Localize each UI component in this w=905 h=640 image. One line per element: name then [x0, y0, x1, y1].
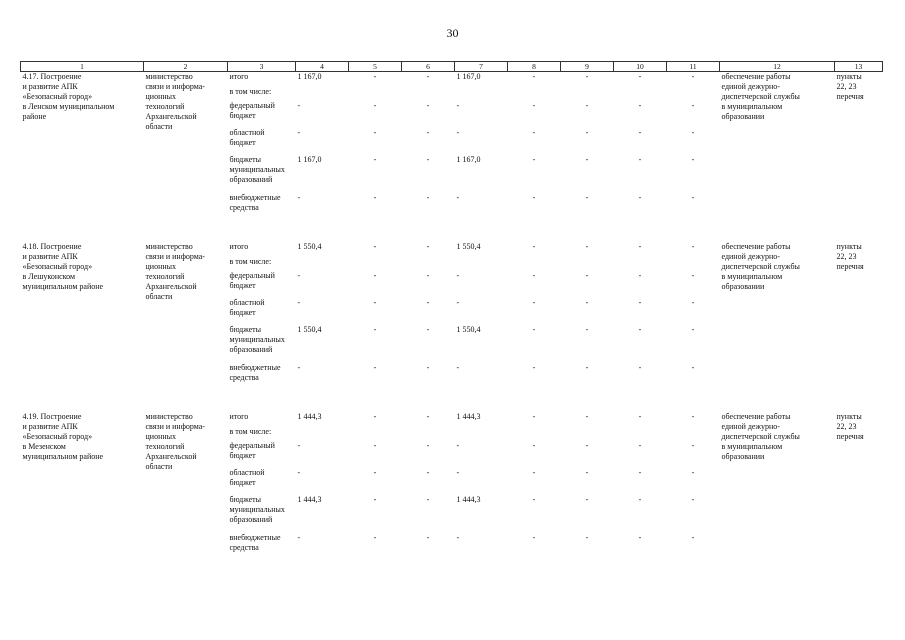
- value-cell: -: [638, 298, 642, 307]
- value-cell: -: [638, 128, 642, 137]
- value-cell: -: [373, 533, 377, 542]
- funding-source-label: бюджеты муниципальных образований: [229, 495, 285, 524]
- value-cell: -: [373, 325, 377, 334]
- funding-source-label: бюджеты муниципальных образований: [229, 155, 285, 184]
- value-cell: -: [532, 242, 536, 251]
- funding-source-label: в том числе:: [229, 427, 272, 436]
- value-cell: -: [456, 101, 460, 110]
- value-cell: -: [691, 533, 695, 542]
- value-cell: -: [456, 128, 460, 137]
- value-cell: 1 167,0: [297, 72, 322, 81]
- value-cell: -: [638, 533, 642, 542]
- value-cell: [455, 257, 508, 271]
- value-cell: -: [585, 495, 589, 504]
- executor: министерство связи и информа- ционных технологий Архангельской области: [145, 72, 205, 131]
- value-cell: -: [638, 155, 642, 164]
- value-cell: -: [585, 298, 589, 307]
- value-cell: -: [426, 298, 430, 307]
- value-cell: -: [638, 242, 642, 251]
- funding-source-label: федеральный бюджет: [229, 271, 275, 290]
- block-spacer: [21, 220, 883, 242]
- value-cell: -: [297, 101, 301, 110]
- value-cell: [508, 427, 561, 441]
- value-cell: -: [532, 193, 536, 202]
- expected-result: обеспечение работы единой дежурно- диспетчерской службы в муниципальном образовании: [721, 412, 800, 461]
- value-cell: -: [691, 242, 695, 251]
- value-cell: -: [373, 495, 377, 504]
- funding-source-label: в том числе:: [229, 87, 272, 96]
- value-cell: 1 550,4: [297, 242, 322, 251]
- value-cell: [455, 87, 508, 101]
- value-cell: -: [532, 495, 536, 504]
- reference: пункты 22, 23 перечня: [836, 242, 864, 271]
- value-cell: -: [638, 193, 642, 202]
- value-cell: -: [532, 155, 536, 164]
- value-cell: -: [532, 412, 536, 421]
- value-cell: -: [691, 72, 695, 81]
- funding-source-label: внебюджетные средства: [229, 533, 281, 552]
- spacer-cell: [21, 390, 883, 412]
- value-cell: [561, 87, 614, 101]
- value-cell: -: [456, 193, 460, 202]
- column-number: 10: [614, 62, 667, 72]
- value-cell: -: [297, 468, 301, 477]
- value-cell: -: [691, 128, 695, 137]
- value-cell: -: [426, 441, 430, 450]
- value-cell: -: [691, 271, 695, 280]
- column-number: 4: [296, 62, 349, 72]
- value-cell: -: [691, 193, 695, 202]
- value-cell: 1 167,0: [297, 155, 322, 164]
- value-cell: [508, 257, 561, 271]
- value-cell: 1 550,4: [456, 325, 481, 334]
- value-cell: -: [585, 363, 589, 372]
- value-cell: -: [297, 298, 301, 307]
- value-cell: [349, 427, 402, 441]
- value-cell: -: [691, 298, 695, 307]
- column-number: 1: [21, 62, 144, 72]
- table-row: [21, 72, 883, 88]
- column-number: 11: [667, 62, 720, 72]
- value-cell: -: [373, 363, 377, 372]
- value-cell: [667, 257, 720, 271]
- value-cell: -: [691, 495, 695, 504]
- funding-source-label: внебюджетные средства: [229, 363, 281, 382]
- column-number: 6: [402, 62, 455, 72]
- value-cell: [561, 257, 614, 271]
- executor: министерство связи и информа- ционных технологий Архангельской области: [145, 242, 205, 301]
- reference: пункты 22, 23 перечня: [836, 72, 864, 101]
- value-cell: -: [532, 441, 536, 450]
- value-cell: -: [532, 468, 536, 477]
- value-cell: 1 550,4: [456, 242, 481, 251]
- value-cell: [296, 427, 349, 441]
- funding-source-label: федеральный бюджет: [229, 441, 275, 460]
- value-cell: -: [426, 533, 430, 542]
- value-cell: -: [585, 533, 589, 542]
- value-cell: -: [691, 101, 695, 110]
- value-cell: -: [456, 298, 460, 307]
- value-cell: -: [297, 533, 301, 542]
- value-cell: 1 444,3: [297, 495, 322, 504]
- value-cell: -: [638, 468, 642, 477]
- value-cell: -: [585, 242, 589, 251]
- value-cell: -: [426, 363, 430, 372]
- value-cell: -: [691, 363, 695, 372]
- page-number: 30: [446, 26, 459, 40]
- value-cell: [455, 427, 508, 441]
- value-cell: [667, 87, 720, 101]
- column-number-row: [21, 62, 883, 72]
- funding-source-label: областной бюджет: [229, 298, 265, 317]
- table-body: [21, 72, 883, 561]
- value-cell: -: [456, 271, 460, 280]
- value-cell: [402, 87, 455, 101]
- value-cell: -: [585, 72, 589, 81]
- funding-source-label: итого: [229, 242, 249, 251]
- value-cell: -: [691, 325, 695, 334]
- item-name: 4.17. Построение и развитие АПК «Безопасный город» в Ленском муниципальном районе: [22, 72, 115, 121]
- value-cell: -: [638, 271, 642, 280]
- funding-source-label: бюджеты муниципальных образований: [229, 325, 285, 354]
- funding-source-label: областной бюджет: [229, 468, 265, 487]
- value-cell: -: [297, 271, 301, 280]
- value-cell: -: [373, 441, 377, 450]
- funding-source-label: федеральный бюджет: [229, 101, 275, 120]
- value-cell: -: [532, 325, 536, 334]
- item-name: 4.19. Построение и развитие АПК «Безопасный город» в Мезенском муниципальном районе: [22, 412, 104, 461]
- program-table: [20, 61, 883, 560]
- value-cell: -: [638, 363, 642, 372]
- value-cell: -: [691, 441, 695, 450]
- value-cell: -: [426, 495, 430, 504]
- value-cell: -: [691, 412, 695, 421]
- value-cell: -: [426, 412, 430, 421]
- table-row: [21, 242, 883, 257]
- column-number: 7: [455, 62, 508, 72]
- column-number: 12: [720, 62, 835, 72]
- value-cell: -: [691, 155, 695, 164]
- value-cell: 1 444,3: [456, 495, 481, 504]
- item-name: 4.18. Построение и развитие АПК «Безопасный город» в Лешуконском муниципальном районе: [22, 242, 104, 291]
- value-cell: -: [456, 441, 460, 450]
- value-cell: [614, 427, 667, 441]
- value-cell: -: [373, 155, 377, 164]
- block-spacer: [21, 390, 883, 412]
- value-cell: -: [426, 468, 430, 477]
- value-cell: -: [426, 242, 430, 251]
- value-cell: -: [532, 271, 536, 280]
- value-cell: [561, 427, 614, 441]
- value-cell: [402, 427, 455, 441]
- value-cell: -: [456, 468, 460, 477]
- value-cell: -: [532, 533, 536, 542]
- value-cell: -: [297, 193, 301, 202]
- value-cell: -: [638, 495, 642, 504]
- value-cell: [508, 87, 561, 101]
- expected-result: обеспечение работы единой дежурно- диспетчерской службы в муниципальном образовании: [721, 72, 800, 121]
- value-cell: -: [297, 441, 301, 450]
- value-cell: -: [638, 325, 642, 334]
- expected-result: обеспечение работы единой дежурно- диспетчерской службы в муниципальном образовании: [721, 242, 800, 291]
- value-cell: -: [585, 325, 589, 334]
- value-cell: -: [373, 298, 377, 307]
- value-cell: -: [638, 101, 642, 110]
- value-cell: -: [456, 533, 460, 542]
- value-cell: -: [532, 128, 536, 137]
- value-cell: -: [638, 441, 642, 450]
- value-cell: -: [638, 412, 642, 421]
- value-cell: -: [426, 325, 430, 334]
- reference: пункты 22, 23 перечня: [836, 412, 864, 441]
- value-cell: 1 444,3: [297, 412, 322, 421]
- value-cell: -: [585, 101, 589, 110]
- funding-source-label: итого: [229, 412, 249, 421]
- column-number: 5: [349, 62, 402, 72]
- value-cell: -: [532, 101, 536, 110]
- value-cell: 1 550,4: [297, 325, 322, 334]
- value-cell: -: [532, 72, 536, 81]
- value-cell: -: [691, 468, 695, 477]
- value-cell: -: [426, 271, 430, 280]
- value-cell: -: [373, 412, 377, 421]
- value-cell: -: [426, 72, 430, 81]
- value-cell: -: [373, 242, 377, 251]
- column-number: 8: [508, 62, 561, 72]
- value-cell: 1 444,3: [456, 412, 481, 421]
- column-number: 3: [228, 62, 296, 72]
- value-cell: [349, 87, 402, 101]
- value-cell: [296, 257, 349, 271]
- value-cell: -: [373, 193, 377, 202]
- value-cell: -: [585, 271, 589, 280]
- value-cell: [614, 257, 667, 271]
- value-cell: -: [426, 128, 430, 137]
- value-cell: [402, 257, 455, 271]
- value-cell: -: [585, 441, 589, 450]
- value-cell: 1 167,0: [456, 72, 481, 81]
- funding-source-label: областной бюджет: [229, 128, 265, 147]
- value-cell: -: [373, 72, 377, 81]
- value-cell: -: [297, 128, 301, 137]
- value-cell: -: [585, 128, 589, 137]
- value-cell: -: [532, 363, 536, 372]
- value-cell: -: [585, 412, 589, 421]
- funding-source-label: итого: [229, 72, 249, 81]
- value-cell: -: [426, 155, 430, 164]
- value-cell: -: [297, 363, 301, 372]
- value-cell: -: [585, 193, 589, 202]
- value-cell: -: [532, 298, 536, 307]
- value-cell: -: [373, 271, 377, 280]
- value-cell: -: [373, 101, 377, 110]
- value-cell: -: [585, 155, 589, 164]
- funding-source-label: в том числе:: [229, 257, 272, 266]
- value-cell: -: [373, 468, 377, 477]
- value-cell: [296, 87, 349, 101]
- column-number: 9: [561, 62, 614, 72]
- funding-source-label: внебюджетные средства: [229, 193, 281, 212]
- column-number: 13: [835, 62, 883, 72]
- executor: министерство связи и информа- ционных технологий Архангельской области: [145, 412, 205, 471]
- table-row: [21, 412, 883, 427]
- spacer-cell: [21, 220, 883, 242]
- value-cell: -: [456, 363, 460, 372]
- value-cell: -: [426, 101, 430, 110]
- value-cell: [667, 427, 720, 441]
- value-cell: [349, 257, 402, 271]
- value-cell: -: [585, 468, 589, 477]
- value-cell: -: [638, 72, 642, 81]
- value-cell: [614, 87, 667, 101]
- column-number: 2: [144, 62, 228, 72]
- value-cell: -: [426, 193, 430, 202]
- value-cell: 1 167,0: [456, 155, 481, 164]
- value-cell: -: [373, 128, 377, 137]
